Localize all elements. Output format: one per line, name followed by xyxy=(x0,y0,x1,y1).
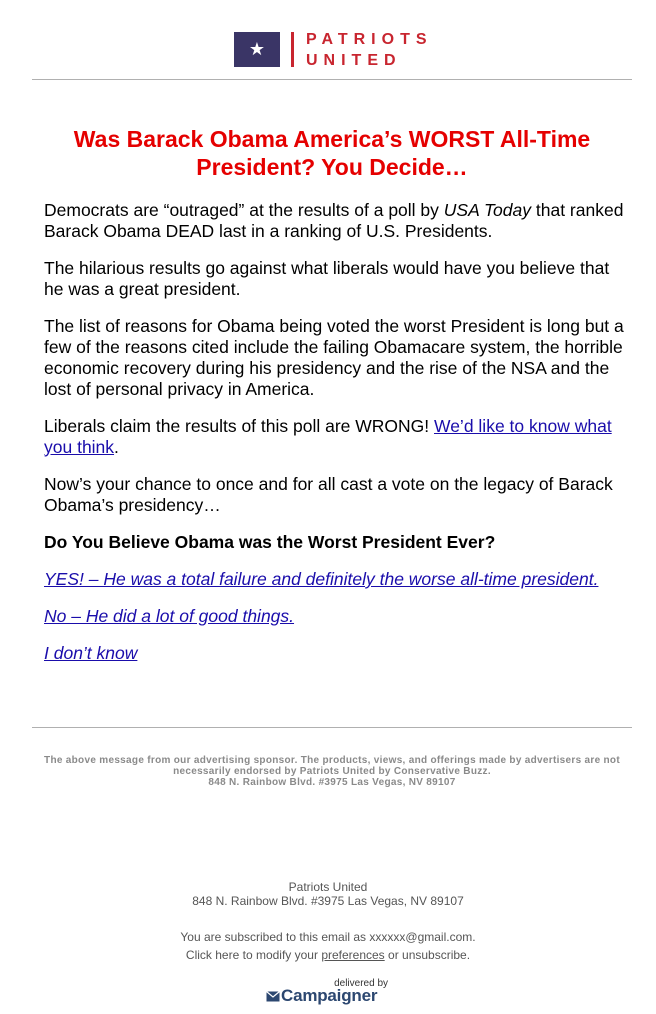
logo-text-line2: UNITED xyxy=(306,52,402,69)
disclaimer-address: 848 N. Rainbow Blvd. #3975 Las Vegas, NV 89107 xyxy=(208,777,456,788)
what-you-think-link[interactable]: We’d like to know what you think xyxy=(44,416,612,457)
paragraph-4 xyxy=(44,416,624,458)
footer-address: 848 N. Rainbow Blvd. #3975 Las Vegas, NV 89107 xyxy=(192,894,464,908)
option-yes-link[interactable]: YES! – He was a total failure and definitely the worse all-time president. xyxy=(44,569,599,589)
envelope-icon xyxy=(266,991,280,1002)
poll-option-no xyxy=(44,606,624,627)
footer-org: Patriots United xyxy=(288,880,368,894)
logo-text-line1: PATRIOTS xyxy=(306,31,433,48)
headline: Was Barack Obama America’s WORST All-Time President? You Decide… xyxy=(73,126,591,180)
modify-text: Click here to modify your xyxy=(185,948,322,962)
sponsor-disclaimer xyxy=(32,755,632,788)
email-footer xyxy=(0,880,656,964)
poll-question: Do You Believe Obama was the Worst President Ever? xyxy=(44,532,496,552)
email-body xyxy=(44,200,624,680)
logo-divider xyxy=(291,32,294,67)
unsubscribe-text: or unsubscribe. xyxy=(384,948,471,962)
disclaimer-text: The above message from our advertising sponsor. The products, views, and offerings made by advertisers are not necessarily endorsed by Patriots United by Conservative Buzz. xyxy=(44,755,620,777)
option-no-link[interactable]: No – He did a lot of good things. xyxy=(44,606,295,626)
preferences-link[interactable]: preferences xyxy=(321,948,385,962)
p4-text-end: . xyxy=(114,437,119,457)
subscription-info: You are subscribed to this email as xxxxxx@gmail.com. xyxy=(180,930,476,944)
p4-text: Liberals claim the results of this poll are WRONG! xyxy=(44,416,434,436)
paragraph-3: The list of reasons for Obama being voted the worst President is long but a few of the reasons cited include the failing Obamacare system, the horrible economic recovery during his presidency and the rise of the NSA and the lost of personal privacy in America. xyxy=(44,316,624,399)
divider xyxy=(32,727,632,728)
campaigner-logo-text: Campaigner xyxy=(281,986,378,1005)
email-header xyxy=(32,0,632,80)
p1-italic: USA Today xyxy=(443,200,532,220)
poll-option-dont-know xyxy=(44,643,624,664)
delivered-by-label: delivered by xyxy=(334,978,388,989)
paragraph-5: Now’s your chance to once and for all cast a vote on the legacy of Barack Obama’s presidency… xyxy=(44,474,613,515)
star-icon: ★ xyxy=(234,32,280,67)
option-dont-know-link[interactable]: I don’t know xyxy=(44,643,138,663)
poll-option-yes xyxy=(44,569,624,590)
p1-text: Democrats are “outraged” at the results of a poll by xyxy=(44,200,444,220)
campaigner-badge[interactable] xyxy=(266,978,390,1008)
modify-preferences xyxy=(0,946,656,964)
paragraph-2: The hilarious results go against what liberals would have you believe that he was a great president. xyxy=(44,258,610,299)
p1-text-end: that ranked Barack Obama DEAD last in a ranking of U.S. Presidents. xyxy=(44,200,624,241)
paragraph-1 xyxy=(44,200,624,242)
